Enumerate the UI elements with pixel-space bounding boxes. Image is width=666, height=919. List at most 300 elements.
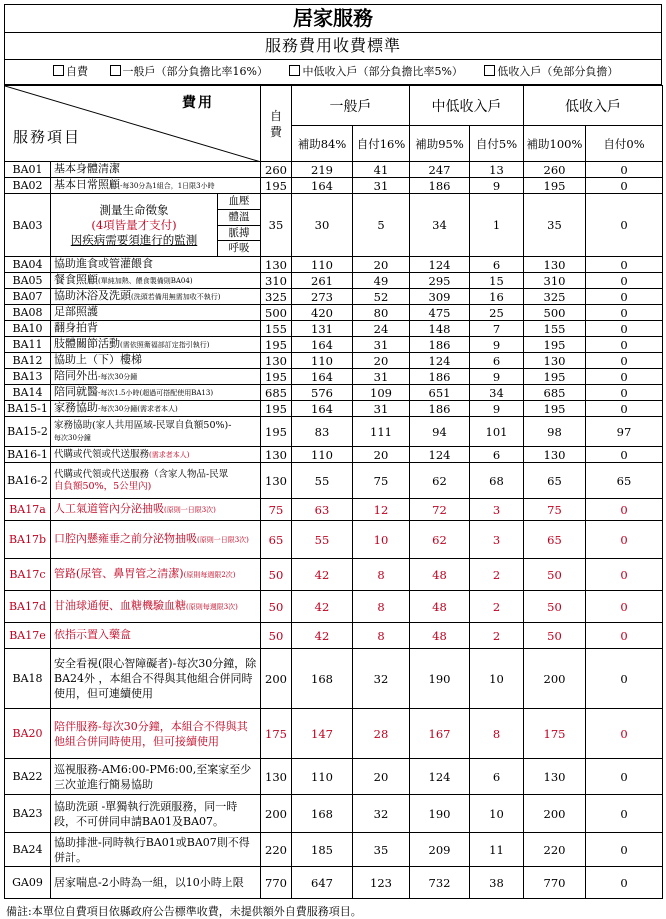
item-label: 管路(尿管、鼻胃管之清潔) [54, 567, 184, 580]
table-row [5, 867, 663, 899]
cell-l-pay: 0 [586, 559, 663, 591]
item-label-2: (需求者本人) [149, 450, 190, 459]
table-row [5, 649, 663, 709]
cell-l-pay: 0 [586, 178, 663, 194]
cell-g-sub: 147 [292, 709, 353, 759]
item-label: 基本日常照顧 [54, 178, 120, 191]
header-general-pay: 自付16% [353, 126, 410, 162]
table-row [5, 759, 663, 795]
header-mid-low: 中低收入戶 [410, 86, 524, 126]
cell-code: BA17e [5, 623, 51, 649]
table-row [5, 321, 663, 337]
item-label: 家務協助 [54, 401, 98, 414]
cell-self: 310 [261, 273, 292, 289]
item-note: (洗頭若備用無需加收不執行) [131, 293, 221, 301]
cell-l-pay: 0 [586, 447, 663, 463]
cell-l-pay: 0 [586, 385, 663, 401]
cell-l-sub: 75 [524, 499, 586, 521]
cell-code: BA15-2 [5, 417, 51, 447]
cell-l-sub: 130 [524, 353, 586, 369]
cell-l-sub: 50 [524, 591, 586, 623]
cell-item [51, 623, 261, 649]
header-fee-label: 費用 [182, 95, 214, 111]
cell-l-sub: 310 [524, 273, 586, 289]
cell-g-sub: 420 [292, 305, 353, 321]
cell-g-sub: 110 [292, 759, 353, 795]
cell-g-sub: 647 [292, 867, 353, 899]
cell-item [51, 305, 261, 321]
cell-m-pay: 3 [470, 499, 524, 521]
cell-m-sub: 732 [410, 867, 470, 899]
cell-self: 155 [261, 321, 292, 337]
cell-g-pay: 20 [353, 759, 410, 795]
cell-m-pay: 9 [470, 401, 524, 417]
cell-l-sub: 195 [524, 369, 586, 385]
cell-self: 130 [261, 463, 292, 499]
cell-l-pay: 0 [586, 649, 663, 709]
item-label: 代購或代領或代送服務 [54, 448, 150, 460]
cell-g-pay: 49 [353, 273, 410, 289]
table-row [5, 273, 663, 289]
cell-l-pay: 0 [586, 833, 663, 867]
cell-code: BA07 [5, 289, 51, 305]
cell-l-pay: 0 [586, 194, 663, 257]
cell-l-pay: 0 [586, 521, 663, 559]
cell-g-pay: 31 [353, 178, 410, 194]
cell-item [51, 499, 261, 521]
item-label: 協助進食或管灌餵食 [54, 257, 153, 270]
cell-code: BA22 [5, 759, 51, 795]
cell-m-sub: 34 [410, 194, 470, 257]
fee-table [4, 85, 663, 899]
table-row [5, 305, 663, 321]
cell-l-pay: 0 [586, 273, 663, 289]
cell-item [51, 591, 261, 623]
cell-item: 安全看視(限心智障礙者)-每次30分鐘，除BA24外 ，本組合不得與其他組合併同時使用，但可連續使用 [51, 649, 261, 709]
cell-l-sub: 200 [524, 795, 586, 833]
cell-item [51, 401, 261, 417]
cell-m-pay: 2 [470, 559, 524, 591]
cell-item [51, 463, 261, 499]
cell-self: 685 [261, 385, 292, 401]
cell-g-sub: 42 [292, 591, 353, 623]
option-general[interactable]: 一般戶（部分負擔比率16%） [110, 60, 268, 84]
checkbox-icon[interactable] [110, 65, 121, 76]
cell-g-pay: 32 [353, 649, 410, 709]
cell-g-sub: 164 [292, 369, 353, 385]
cell-item [51, 559, 261, 591]
cell-item [51, 289, 261, 305]
cell-code: BA17a [5, 499, 51, 521]
item-label: 協助上（下）樓梯 [54, 353, 142, 366]
cell-item [51, 178, 261, 194]
cell-self: 50 [261, 623, 292, 649]
cell-code: BA02 [5, 178, 51, 194]
ba03-line2: (4項皆量才支付) [91, 217, 177, 232]
category-options [4, 60, 662, 85]
cell-code: GA09 [5, 867, 51, 899]
cell-self: 130 [261, 353, 292, 369]
cell-l-pay: 0 [586, 401, 663, 417]
cell-g-pay: 20 [353, 353, 410, 369]
ba03-line3: 因疾病需要須進行的監測 [70, 232, 198, 247]
cell-m-sub: 124 [410, 447, 470, 463]
cell-m-sub: 186 [410, 369, 470, 385]
cell-l-sub: 260 [524, 162, 586, 178]
cell-m-pay: 10 [470, 649, 524, 709]
table-row [5, 353, 663, 369]
cell-g-sub: 110 [292, 447, 353, 463]
cell-g-sub: 576 [292, 385, 353, 401]
cell-g-sub: 168 [292, 649, 353, 709]
cell-g-sub: 273 [292, 289, 353, 305]
cell-code: BA01 [5, 162, 51, 178]
cell-m-sub: 124 [410, 257, 470, 273]
cell-l-sub: 35 [524, 194, 586, 257]
item-label: 甘油球通便、血糖機驗血糖 [54, 599, 186, 612]
cell-g-pay: 10 [353, 521, 410, 559]
cell-g-sub: 219 [292, 162, 353, 178]
cell-g-sub: 55 [292, 463, 353, 499]
cell-l-pay: 0 [586, 257, 663, 273]
ba03-subitem: 脈搏 [218, 225, 260, 241]
cell-m-sub: 48 [410, 559, 470, 591]
fee-sheet [4, 4, 662, 919]
table-row [5, 417, 663, 447]
cell-l-sub: 50 [524, 623, 586, 649]
cell-m-pay: 11 [470, 833, 524, 867]
cell-g-sub: 261 [292, 273, 353, 289]
cell-l-pay: 0 [586, 867, 663, 899]
cell-g-sub: 110 [292, 257, 353, 273]
page-title: 居家服務 [4, 4, 662, 33]
table-row [5, 833, 663, 867]
cell-code: BA10 [5, 321, 51, 337]
cell-g-pay: 80 [353, 305, 410, 321]
option-low[interactable]: 低收入戶（免部分負擔） [484, 60, 618, 84]
cell-g-pay: 123 [353, 867, 410, 899]
cell-self: 500 [261, 305, 292, 321]
cell-l-pay: 0 [586, 337, 663, 353]
cell-self: 50 [261, 591, 292, 623]
cell-code: BA11 [5, 337, 51, 353]
footer-note: 備註:本單位自費項目依縣政府公告標準收費，未提供額外自費服務項目。 [6, 905, 362, 918]
item-label-2: 每次30分鐘 [54, 433, 91, 442]
item-label: 依指示置入藥盒 [54, 628, 131, 641]
cell-l-sub: 50 [524, 559, 586, 591]
item-label: 餐食照顧 [54, 273, 98, 286]
cell-g-sub: 55 [292, 521, 353, 559]
checkbox-icon[interactable] [484, 65, 495, 76]
cell-m-sub: 190 [410, 795, 470, 833]
cell-g-pay: 8 [353, 591, 410, 623]
cell-m-sub: 148 [410, 321, 470, 337]
cell-g-pay: 20 [353, 257, 410, 273]
cell-code: BA03 [5, 194, 51, 257]
cell-m-sub: 186 [410, 178, 470, 194]
cell-m-pay: 6 [470, 353, 524, 369]
header-low: 低收入戶 [524, 86, 663, 126]
table-row [5, 257, 663, 273]
header-diagonal-cell [5, 86, 261, 162]
cell-code: BA17d [5, 591, 51, 623]
cell-self: 75 [261, 499, 292, 521]
cell-m-pay: 25 [470, 305, 524, 321]
cell-item [51, 385, 261, 401]
cell-self: 175 [261, 709, 292, 759]
cell-l-sub: 65 [524, 521, 586, 559]
cell-item: 協助洗頭 -單獨執行洗頭服務，同一時段，不可併同申請BA01及BA07。 [51, 795, 261, 833]
header-mid-subsidy: 補助95% [410, 126, 470, 162]
cell-m-sub: 295 [410, 273, 470, 289]
cell-l-sub: 325 [524, 289, 586, 305]
cell-m-sub: 48 [410, 591, 470, 623]
cell-item [51, 321, 261, 337]
cell-m-pay: 9 [470, 178, 524, 194]
cell-m-sub: 186 [410, 337, 470, 353]
cell-g-sub: 42 [292, 559, 353, 591]
cell-g-sub: 164 [292, 401, 353, 417]
cell-l-sub: 130 [524, 257, 586, 273]
option-self-pay[interactable]: 自費 [53, 60, 88, 84]
cell-item [51, 162, 261, 178]
item-note: -每30分為1組合，1日限3小時 [120, 182, 215, 190]
cell-l-sub: 770 [524, 867, 586, 899]
ba03-desc [51, 194, 217, 256]
cell-item: 協助排泄-同時執行BA01或BA07則不得併計。 [51, 833, 261, 867]
item-label: 口腔內懸雍垂之前分泌物抽吸 [54, 532, 197, 545]
item-note: (原則每週限2次) [183, 571, 236, 579]
cell-l-sub: 98 [524, 417, 586, 447]
cell-code: BA16-1 [5, 447, 51, 463]
cell-item [51, 447, 261, 463]
cell-self: 195 [261, 178, 292, 194]
table-row [5, 521, 663, 559]
cell-l-pay: 0 [586, 305, 663, 321]
cell-m-sub: 62 [410, 521, 470, 559]
item-label: 肢體關節活動 [54, 337, 120, 350]
cell-g-sub: 168 [292, 795, 353, 833]
cell-m-pay: 2 [470, 591, 524, 623]
table-row [5, 463, 663, 499]
cell-g-pay: 111 [353, 417, 410, 447]
cell-m-pay: 1 [470, 194, 524, 257]
cell-l-sub: 195 [524, 401, 586, 417]
cell-g-pay: 35 [353, 833, 410, 867]
cell-g-sub: 30 [292, 194, 353, 257]
header-row-1 [5, 86, 663, 126]
cell-item [51, 417, 261, 447]
cell-code: BA04 [5, 257, 51, 273]
cell-l-pay: 0 [586, 623, 663, 649]
cell-g-pay: 28 [353, 709, 410, 759]
item-note: (原則一日限3次) [164, 506, 216, 514]
cell-l-pay: 97 [586, 417, 663, 447]
cell-m-pay: 6 [470, 257, 524, 273]
cell-g-pay: 41 [353, 162, 410, 178]
cell-item [51, 194, 261, 257]
cell-code: BA15-1 [5, 401, 51, 417]
item-label: 人工氣道管內分泌抽吸 [54, 502, 164, 515]
cell-m-pay: 38 [470, 867, 524, 899]
ba03-subitem: 體溫 [218, 209, 260, 225]
cell-item: 居家喘息-2小時為一組，以10小時上限 [51, 867, 261, 899]
header-low-pay: 自付0% [586, 126, 663, 162]
cell-m-sub: 124 [410, 353, 470, 369]
cell-item [51, 337, 261, 353]
cell-m-pay: 6 [470, 447, 524, 463]
cell-item [51, 257, 261, 273]
cell-l-pay: 0 [586, 162, 663, 178]
cell-m-pay: 6 [470, 759, 524, 795]
item-label: 陪同就醫 [54, 385, 98, 398]
item-note: (原則每週限3次) [186, 603, 238, 611]
table-row [5, 369, 663, 385]
cell-m-pay: 101 [470, 417, 524, 447]
item-note: -每次30分鐘 [98, 373, 138, 381]
cell-l-sub: 500 [524, 305, 586, 321]
item-note: (原則一日限3次) [197, 536, 249, 544]
cell-code: BA14 [5, 385, 51, 401]
cell-m-pay: 7 [470, 321, 524, 337]
item-note: -每次1.5小時(超過可搭配使用BA13) [98, 389, 214, 397]
cell-m-sub: 48 [410, 623, 470, 649]
cell-self: 35 [261, 194, 292, 257]
item-note: (需依照衛福部訂定指引執行) [120, 341, 210, 349]
cell-g-pay: 8 [353, 623, 410, 649]
cell-m-sub: 475 [410, 305, 470, 321]
cell-g-pay: 31 [353, 337, 410, 353]
cell-m-pay: 13 [470, 162, 524, 178]
cell-g-sub: 63 [292, 499, 353, 521]
cell-m-pay: 34 [470, 385, 524, 401]
cell-item [51, 353, 261, 369]
cell-m-pay: 2 [470, 623, 524, 649]
cell-code: BA17b [5, 521, 51, 559]
table-row [5, 401, 663, 417]
ba03-subitem: 呼吸 [218, 240, 260, 256]
checkbox-icon[interactable] [289, 65, 300, 76]
cell-m-pay: 15 [470, 273, 524, 289]
table-row [5, 194, 663, 257]
cell-l-sub: 220 [524, 833, 586, 867]
cell-self: 770 [261, 867, 292, 899]
table-row [5, 337, 663, 353]
cell-g-pay: 8 [353, 559, 410, 591]
cell-l-sub: 155 [524, 321, 586, 337]
cell-l-sub: 685 [524, 385, 586, 401]
cell-item [51, 369, 261, 385]
cell-m-pay: 3 [470, 521, 524, 559]
cell-l-pay: 65 [586, 463, 663, 499]
cell-g-sub: 185 [292, 833, 353, 867]
cell-l-sub: 200 [524, 649, 586, 709]
cell-self: 200 [261, 795, 292, 833]
cell-l-pay: 0 [586, 709, 663, 759]
cell-m-sub: 72 [410, 499, 470, 521]
cell-g-sub: 83 [292, 417, 353, 447]
header-mid-pay: 自付5% [470, 126, 524, 162]
header-item-label: 服務項目 [13, 128, 82, 146]
cell-self: 65 [261, 521, 292, 559]
table-row [5, 447, 663, 463]
option-mid-low[interactable]: 中低收入戶（部分負擔比率5%） [289, 60, 462, 84]
cell-g-pay: 24 [353, 321, 410, 337]
cell-g-pay: 31 [353, 369, 410, 385]
ba03-subitems [217, 194, 260, 256]
cell-self: 195 [261, 401, 292, 417]
cell-g-pay: 12 [353, 499, 410, 521]
cell-g-pay: 75 [353, 463, 410, 499]
cell-self: 200 [261, 649, 292, 709]
item-label: 代購或代領或代送服務（含家人物品-民眾 [54, 468, 229, 480]
cell-m-sub: 124 [410, 759, 470, 795]
cell-g-sub: 164 [292, 337, 353, 353]
table-row [5, 795, 663, 833]
table-row [5, 178, 663, 194]
cell-l-pay: 0 [586, 759, 663, 795]
cell-g-pay: 31 [353, 401, 410, 417]
cell-m-sub: 309 [410, 289, 470, 305]
cell-l-sub: 195 [524, 337, 586, 353]
cell-l-pay: 0 [586, 289, 663, 305]
checkbox-icon[interactable] [53, 65, 64, 76]
cell-l-pay: 0 [586, 369, 663, 385]
item-label: 協助沐浴及洗頭 [54, 289, 131, 302]
cell-l-pay: 0 [586, 795, 663, 833]
header-self-pay: 自費 [261, 86, 292, 162]
cell-m-sub: 62 [410, 463, 470, 499]
table-row [5, 162, 663, 178]
cell-item: 陪伴服務-每次30分鐘，本組合不得與其他組合併同時使用，但可接續使用 [51, 709, 261, 759]
table-row [5, 385, 663, 401]
diagonal-line-icon [5, 86, 261, 162]
item-label: 基本身體清潔 [54, 162, 120, 175]
cell-item: 巡視服務-AM6:00-PM6:00,至案家至少三次並進行簡易協助 [51, 759, 261, 795]
cell-m-pay: 68 [470, 463, 524, 499]
cell-l-sub: 130 [524, 759, 586, 795]
cell-g-sub: 131 [292, 321, 353, 337]
cell-g-pay: 109 [353, 385, 410, 401]
cell-l-sub: 130 [524, 447, 586, 463]
cell-code: BA20 [5, 709, 51, 759]
cell-m-sub: 651 [410, 385, 470, 401]
page-subtitle: 服務費用收費標準 [4, 33, 662, 60]
cell-m-pay: 16 [470, 289, 524, 305]
cell-code: BA18 [5, 649, 51, 709]
cell-g-pay: 52 [353, 289, 410, 305]
cell-m-pay: 9 [470, 337, 524, 353]
cell-l-pay: 0 [586, 591, 663, 623]
cell-code: BA08 [5, 305, 51, 321]
table-row [5, 623, 663, 649]
cell-self: 130 [261, 257, 292, 273]
cell-l-pay: 0 [586, 499, 663, 521]
header-low-subsidy: 補助100% [524, 126, 586, 162]
cell-item [51, 521, 261, 559]
item-label: 家務協助(家人共用區域-民眾自負額50%)- [54, 419, 232, 431]
table-row [5, 499, 663, 521]
cell-m-pay: 10 [470, 795, 524, 833]
cell-g-pay: 20 [353, 447, 410, 463]
table-row [5, 709, 663, 759]
cell-m-sub: 247 [410, 162, 470, 178]
item-label: 翻身拍背 [54, 321, 98, 334]
cell-g-pay: 32 [353, 795, 410, 833]
table-row [5, 559, 663, 591]
table-row [5, 591, 663, 623]
header-general: 一般戶 [292, 86, 410, 126]
